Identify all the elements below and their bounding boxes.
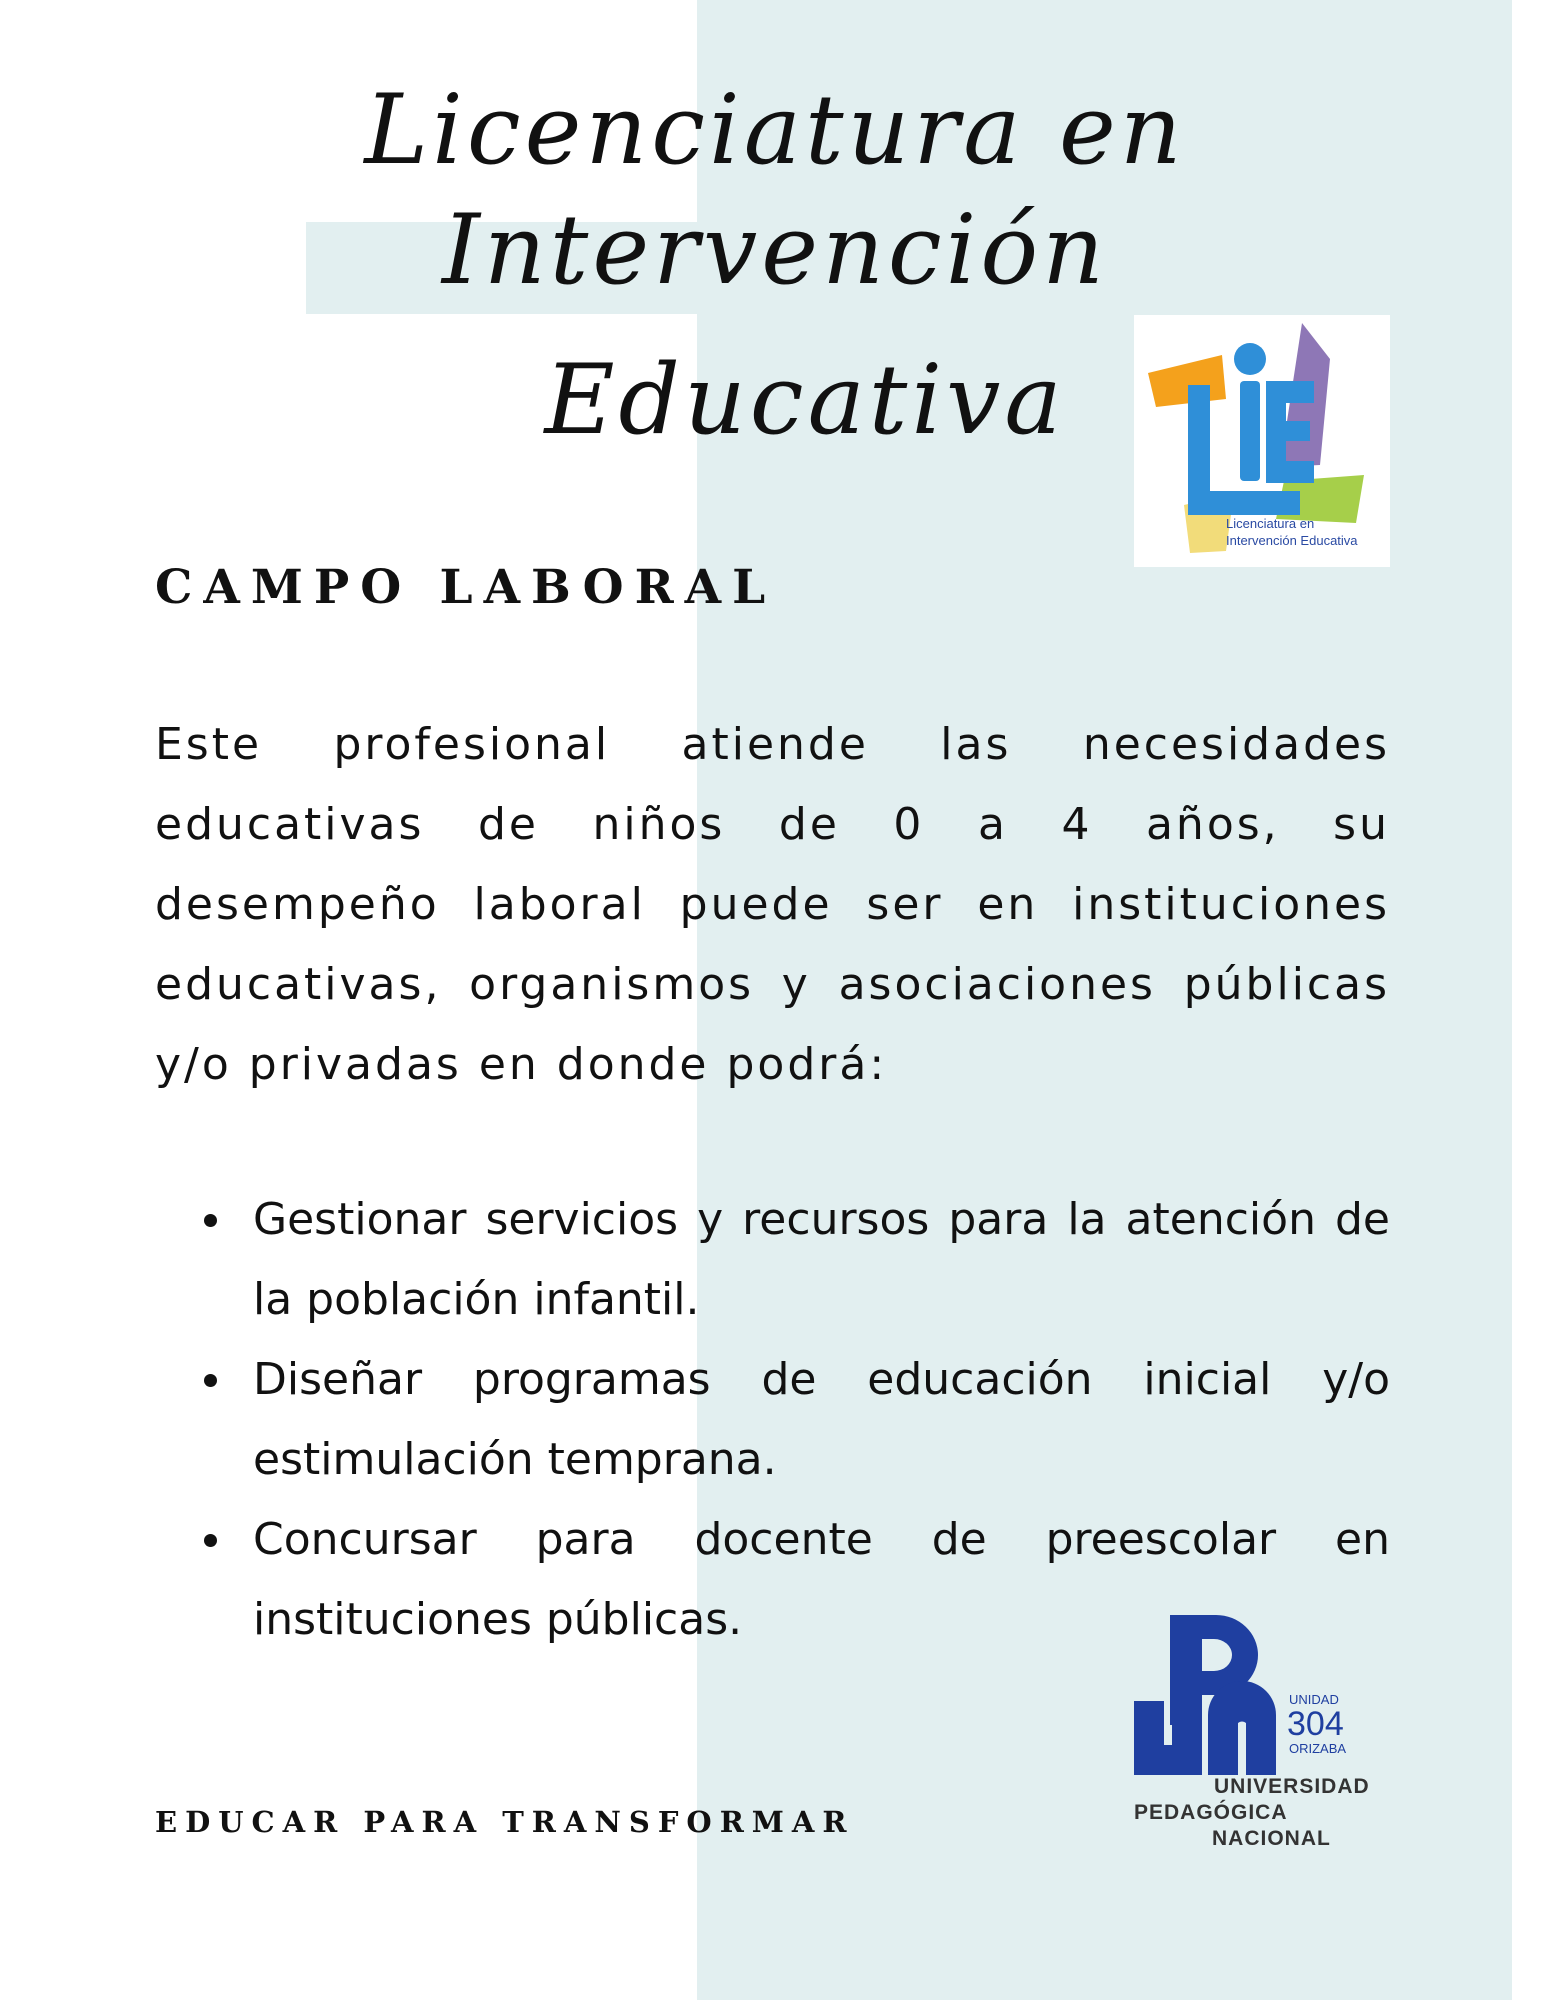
title-line-2: Educativa xyxy=(544,344,1066,456)
list-item-text: Concursar para docente de preescolar en instituciones públicas. xyxy=(253,1514,1390,1645)
list-item-text: Diseñar programas de educación inicial y/o estimulación temprana. xyxy=(253,1354,1390,1485)
intro-paragraph: Este profesional atiende las necesidades educativas de niños de 0 a 4 años, su desempeño laboral puede ser en instituciones educativas, organismos y asociaciones públicas y/o privadas en donde podrá: xyxy=(155,719,1390,1090)
title-line-1: Licenciatura en Intervención xyxy=(364,74,1186,306)
upn-name-line-1: UNIVERSIDAD xyxy=(1214,1775,1370,1798)
bullet-icon xyxy=(204,1214,217,1227)
list-item xyxy=(198,1340,1390,1500)
upn-city: ORIZABA xyxy=(1289,1741,1347,1756)
lie-caption-line-1: Licenciatura en xyxy=(1226,516,1315,531)
section-heading: CAMPO LABORAL xyxy=(155,560,777,615)
bullet-icon xyxy=(204,1534,217,1547)
upn-unit-number: 304 xyxy=(1287,1705,1344,1743)
bullet-icon xyxy=(204,1374,217,1387)
bullet-list xyxy=(198,1180,1390,1660)
list-item xyxy=(198,1180,1390,1340)
list-item-text: Gestionar servicios y recursos para la atención de la población infantil. xyxy=(253,1194,1390,1325)
upn-name-line-3: NACIONAL xyxy=(1212,1827,1331,1850)
upn-unit-label: UNIDAD xyxy=(1289,1692,1339,1707)
footer-tagline: EDUCAR PARA TRANSFORMAR xyxy=(155,1805,855,1839)
lie-logo-caption xyxy=(1226,515,1358,549)
upn-name-line-2: PEDAGÓGICA xyxy=(1134,1801,1288,1824)
lie-logo xyxy=(1134,315,1390,567)
lie-caption-line-2: Intervención Educativa xyxy=(1226,533,1358,548)
upn-logo xyxy=(1134,1615,1394,1855)
